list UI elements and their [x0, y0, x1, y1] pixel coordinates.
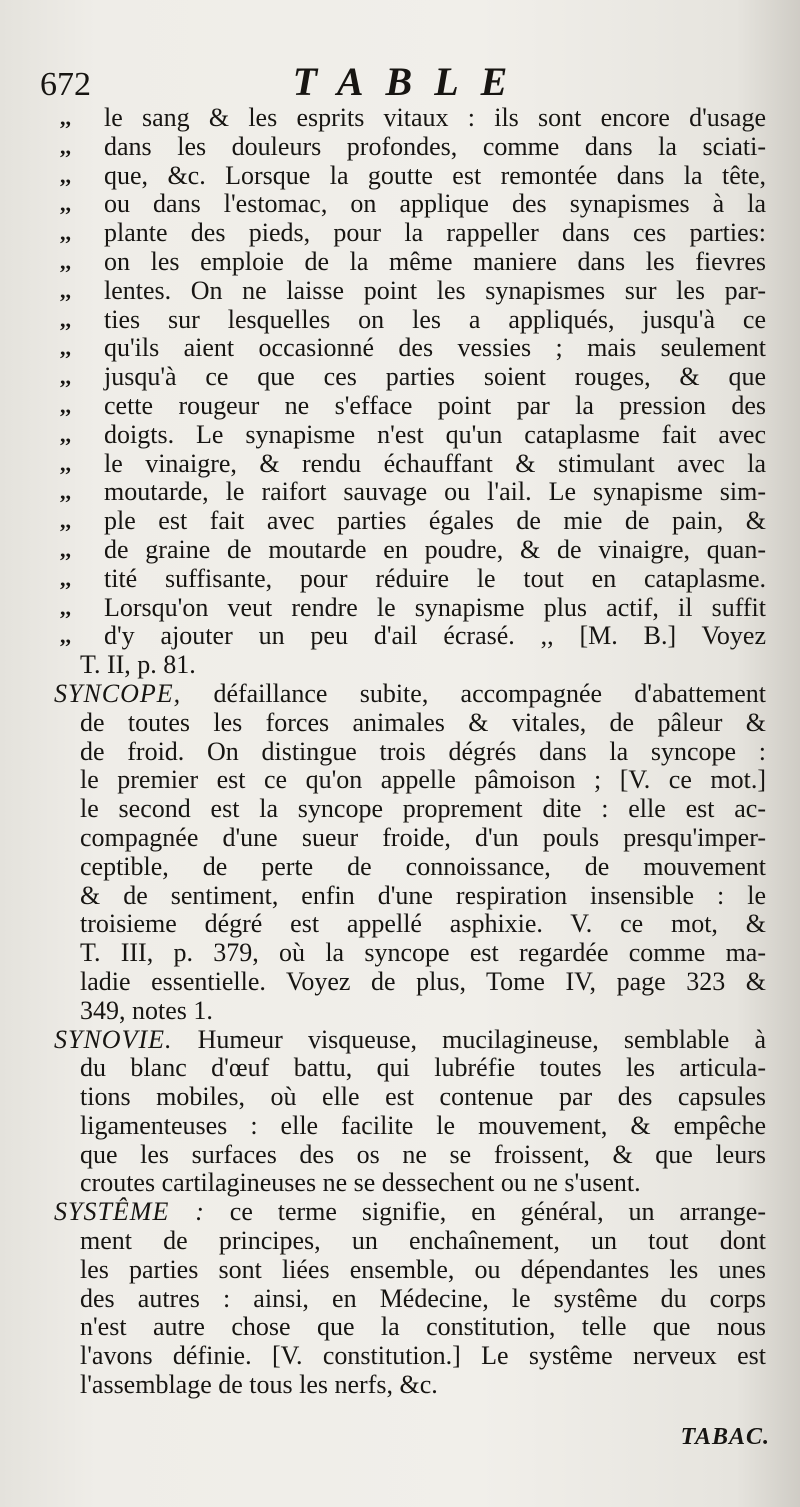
line-content: plante des pieds, pour la rappeller dans ces parties: — [104, 218, 766, 248]
line-content: ceptible, de perte de connoissance, de mouvement — [80, 851, 766, 881]
quote-mark: ,, — [60, 248, 71, 274]
line-content: le second est la syncope proprement dite : elle est ac- — [80, 794, 766, 824]
line-content: le sang & les esprits vitaux : ils sont encore d'usage — [104, 103, 766, 132]
line-content: doigts. Le synapisme n'est qu'un cataplasme fait avec — [104, 419, 766, 449]
line-text — [80, 651, 766, 680]
line-content: ladie essentielle. Voyez de plus, Tome IV, page 323 & — [80, 966, 766, 996]
line-text — [80, 1371, 766, 1400]
text-line — [0, 1313, 800, 1342]
line-text — [80, 882, 766, 911]
quote-mark: ,, — [60, 565, 71, 591]
line-content: le vinaigre, & rendu échauffant & stimulant avec la — [104, 448, 766, 478]
text-line — [0, 277, 800, 306]
line-content: ple est fait avec parties égales de mie de pain, & — [104, 506, 766, 536]
line-content: d'y ajouter un peu d'ail écrasé. ,, [M. B.] Voyez — [104, 621, 766, 651]
line-text — [104, 248, 766, 277]
quote-mark: ,, — [60, 392, 71, 418]
quote-mark: ,, — [60, 421, 71, 447]
text-line — [0, 910, 800, 939]
quote-mark: ,, — [60, 105, 71, 130]
line-content: croutes cartilagineuses ne se dessechent ou ne s'usent. — [80, 1168, 641, 1198]
line-text — [104, 565, 766, 594]
text-line — [0, 824, 800, 853]
quote-mark: ,, — [60, 508, 71, 534]
quote-mark: ,, — [60, 364, 71, 390]
text-line — [0, 594, 800, 623]
line-content: qu'ils aient occasionné des vessies ; mais seulement — [104, 333, 766, 363]
entry-headword: SYNOVIE. — [54, 1024, 173, 1054]
line-text — [104, 306, 766, 335]
quote-mark: ,, — [60, 479, 71, 505]
text-line — [0, 795, 800, 824]
line-text — [104, 334, 766, 363]
line-content: jusqu'à ce que ces parties soient rouges, & que — [104, 362, 766, 392]
line-text — [54, 680, 766, 709]
line-content: n'est autre chose que la constitution, telle que nous — [80, 1312, 766, 1342]
text-line — [0, 1198, 800, 1227]
text-line — [0, 334, 800, 363]
line-content: moutarde, le raifort sauvage ou l'ail. Le synapisme sim- — [104, 477, 766, 507]
text-line — [0, 997, 800, 1026]
line-text — [104, 421, 766, 450]
line-content: ligamenteuses : elle facilite le mouvement, & empêche — [80, 1110, 766, 1140]
line-text — [104, 507, 766, 536]
text-line — [0, 853, 800, 882]
quote-mark: ,, — [60, 277, 71, 303]
line-content: tité suffisante, pour réduire le tout en cataplasme. — [104, 563, 766, 593]
line-text — [104, 363, 766, 392]
line-content: de graine de moutarde en poudre, & de vinaigre, quan- — [104, 534, 766, 564]
line-text — [80, 968, 766, 997]
line-text — [104, 104, 766, 133]
text-line — [0, 536, 800, 565]
line-text — [80, 766, 766, 795]
line-text — [104, 622, 766, 651]
page-number: 672 — [40, 66, 91, 103]
line-text — [104, 190, 766, 219]
line-text — [104, 594, 766, 623]
text-line — [0, 709, 800, 738]
line-text — [104, 219, 766, 248]
line-text — [104, 450, 766, 479]
line-content: 349, notes 1. — [80, 995, 213, 1025]
text-line — [0, 1342, 800, 1371]
quote-mark: ,, — [60, 335, 71, 361]
text-line — [0, 450, 800, 479]
text-line — [0, 1083, 800, 1112]
line-text — [80, 910, 766, 939]
text-line — [0, 392, 800, 421]
line-content: troisieme dégré est appellé asphixie. V. ce mot, & — [80, 909, 766, 939]
quote-mark: ,, — [60, 623, 71, 649]
text-body — [0, 104, 800, 1400]
line-text — [80, 853, 766, 882]
line-text — [104, 478, 766, 507]
line-text — [80, 1083, 766, 1112]
line-content: le premier est ce qu'on appelle pâmoison ; [V. ce mot.] — [80, 765, 766, 795]
line-content: Humeur visqueuse, mucilagineuse, semblable à — [197, 1024, 766, 1054]
line-content: & de sentiment, enfin d'une respiration insensible : le — [80, 880, 766, 910]
quote-mark: ,, — [60, 594, 71, 620]
line-text — [54, 1026, 766, 1055]
quote-mark: ,, — [60, 306, 71, 332]
text-line — [0, 622, 800, 651]
line-content: ce terme signifie, en général, un arrange- — [229, 1197, 767, 1227]
quote-mark: ,, — [60, 536, 71, 562]
line-content: des autres : ainsi, en Médecine, le systême du corps — [80, 1283, 766, 1313]
quote-mark: ,, — [60, 162, 71, 188]
text-line — [0, 1227, 800, 1256]
text-line — [0, 306, 800, 335]
text-line — [0, 968, 800, 997]
text-line — [0, 219, 800, 248]
line-content: que les surfaces des os ne se froissent, & que leurs — [80, 1139, 766, 1169]
quote-mark: ,, — [60, 133, 71, 159]
text-line — [0, 1371, 800, 1400]
text-line — [0, 766, 800, 795]
text-line — [0, 1112, 800, 1141]
line-text — [104, 133, 766, 162]
line-content: de toutes les forces animales & vitales, de pâleur & — [80, 707, 766, 737]
text-line — [0, 1054, 800, 1083]
running-title: TABLE — [292, 59, 530, 104]
line-text — [54, 1198, 766, 1227]
line-text — [80, 1342, 766, 1371]
line-text — [80, 997, 766, 1026]
line-content: compagnée d'une sueur froide, d'un pouls presqu'imper- — [80, 822, 766, 852]
line-text — [80, 939, 766, 968]
text-line — [0, 104, 800, 133]
line-text — [80, 1256, 766, 1285]
entry-headword: SYNCOPE, — [54, 678, 182, 708]
line-content: défaillance subite, accompagnée d'abattement — [213, 678, 767, 708]
line-content: T. III, p. 379, où la syncope est regardée comme ma- — [80, 938, 766, 968]
line-content: les parties sont liées ensemble, ou dépendantes les unes — [80, 1254, 766, 1284]
text-line — [0, 363, 800, 392]
line-text — [104, 277, 766, 306]
line-content: cette rougeur ne s'efface point par la pression des — [104, 390, 766, 420]
line-content: ou dans l'estomac, on applique des synapismes à la — [104, 189, 766, 219]
quote-mark: ,, — [60, 450, 71, 476]
text-line — [0, 133, 800, 162]
line-text — [80, 1169, 766, 1198]
line-content: l'avons définie. [V. constitution.] Le systême nerveux est — [80, 1341, 766, 1371]
line-content: on les emploie de la même maniere dans les fievres — [104, 246, 766, 276]
line-text — [80, 1141, 766, 1170]
line-content: l'assemblage de tous les nerfs, &c. — [80, 1370, 438, 1400]
quote-mark: ,, — [60, 191, 71, 217]
line-text — [80, 795, 766, 824]
line-text — [80, 1313, 766, 1342]
line-content: Lorsqu'on veut rendre le synapisme plus actif, il suffit — [104, 592, 766, 622]
line-content: dans les douleurs profondes, comme dans la sciati- — [104, 131, 766, 161]
entry-headword: SYSTÊME : — [54, 1197, 205, 1227]
text-line — [0, 248, 800, 277]
line-text — [80, 709, 766, 738]
line-content: ties sur lesquelles on les a appliqués, jusqu'à ce — [104, 304, 766, 334]
line-content: lentes. On ne laisse point les synapismes sur les par- — [104, 275, 766, 305]
text-line — [0, 1169, 800, 1198]
line-text — [80, 1285, 766, 1314]
text-line — [0, 478, 800, 507]
line-content: que, &c. Lorsque la goutte est remontée dans la tête, — [104, 160, 766, 190]
line-text — [80, 1112, 766, 1141]
line-text — [80, 824, 766, 853]
line-text — [80, 1227, 766, 1256]
text-line — [0, 651, 800, 680]
text-line — [0, 680, 800, 709]
text-line — [0, 1141, 800, 1170]
line-text — [104, 536, 766, 565]
text-line — [0, 1026, 800, 1055]
line-text — [80, 738, 766, 767]
line-content: tions mobiles, où elle est contenue par des capsules — [80, 1082, 766, 1112]
text-line — [0, 162, 800, 191]
text-line — [0, 565, 800, 594]
catchword: TABAC. — [680, 1424, 770, 1450]
line-content: de froid. On distingue trois dégrés dans la syncope : — [80, 736, 766, 766]
text-line — [0, 421, 800, 450]
text-line — [0, 190, 800, 219]
line-text — [104, 162, 766, 191]
text-line — [0, 1256, 800, 1285]
quote-mark: ,, — [60, 220, 71, 246]
text-line — [0, 1285, 800, 1314]
line-content: T. II, p. 81. — [80, 650, 196, 680]
line-content: du blanc d'œuf battu, qui lubréfie toutes les articula- — [80, 1053, 766, 1083]
text-line — [0, 939, 800, 968]
text-line — [0, 738, 800, 767]
line-text — [104, 392, 766, 421]
line-content: ment de principes, un enchaînement, un tout dont — [80, 1226, 766, 1256]
line-text — [80, 1054, 766, 1083]
text-line — [0, 882, 800, 911]
text-line — [0, 507, 800, 536]
